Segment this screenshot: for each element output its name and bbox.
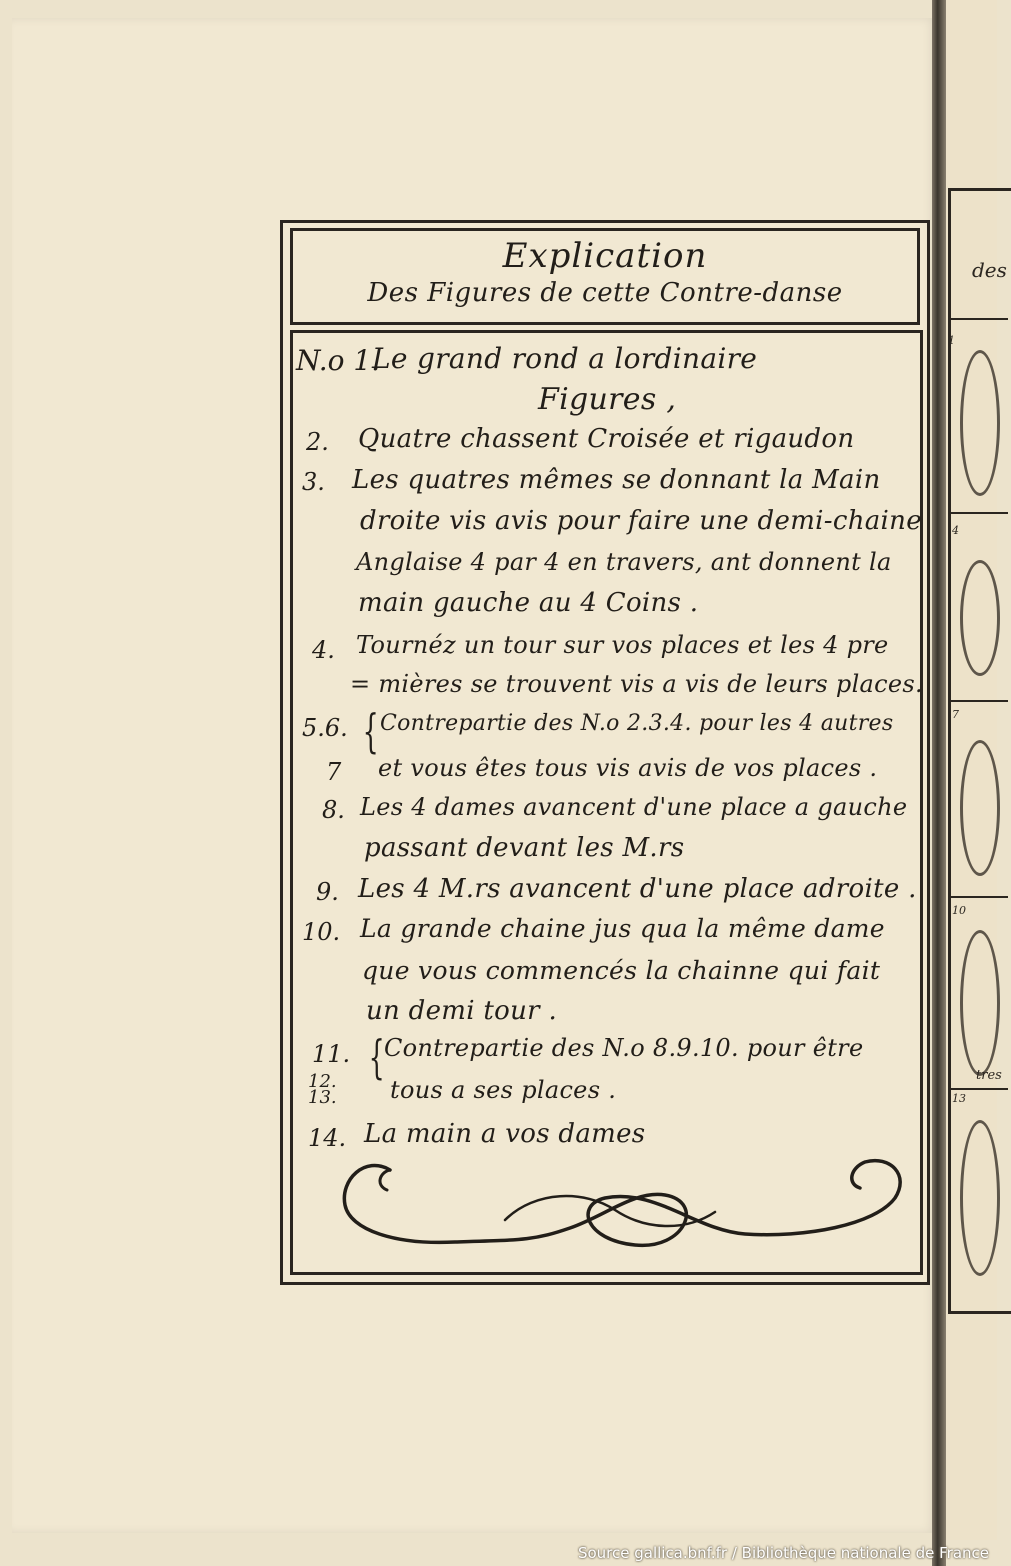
entry-line: un demi tour . — [366, 996, 558, 1026]
entry-number: 7 — [326, 758, 342, 786]
facing-figure-number: 13 — [952, 1092, 966, 1105]
facing-cell-divider — [948, 1088, 1008, 1090]
dance-figure-ornament — [960, 930, 1000, 1076]
facing-figure-number: 1 — [948, 334, 955, 347]
facing-figure-number: 4 — [952, 524, 959, 537]
dance-figure-ornament — [960, 350, 1000, 496]
facing-page-fragment — [946, 0, 1007, 1540]
entry-number: 10. — [302, 918, 341, 946]
entry-number: 11. — [312, 1040, 351, 1068]
entry-line: Les 4 M.rs avancent d'une place adroite . — [358, 874, 917, 904]
entry-line: Anglaise 4 par 4 en travers, ant donnent la — [356, 548, 892, 576]
page-subtitle: Des Figures de cette Contre-danse — [367, 278, 843, 308]
entry-line: passant devant les M.rs — [364, 833, 685, 863]
entry-line: Les quatres mêmes se donnant la Main — [352, 465, 881, 495]
entry-line: Tournéz un tour sur vos places et les 4 pre — [356, 631, 889, 659]
brace-mark: { — [362, 704, 379, 758]
entry-number: 9. — [316, 878, 339, 906]
calligraphic-flourish — [335, 1150, 910, 1260]
entry-line: La grande chaine jus qua la même dame — [360, 914, 885, 943]
source-credit: Source gallica.bnf.fr / Bibliothèque nationale de France — [577, 1544, 989, 1562]
entry-line: main gauche au 4 Coins . — [358, 588, 699, 618]
entry-number: 8. — [322, 796, 345, 824]
entry-number: 4. — [312, 636, 335, 664]
entry-line: Quatre chassent Croisée et rigaudon — [358, 424, 855, 454]
dance-figure-ornament — [960, 560, 1000, 676]
entry-line: = mières se trouvent vis a vis de leurs places. — [350, 670, 923, 698]
entry-line: et vous êtes tous vis avis de vos places . — [378, 754, 878, 782]
facing-figure-number: 10 — [952, 904, 966, 917]
entry-line: que vous commencés la chainne qui fait — [362, 956, 881, 985]
facing-page-label: des — [972, 258, 1007, 282]
entry-number: 12. 13. — [308, 1071, 337, 1108]
dance-figure-ornament — [960, 1120, 1000, 1276]
entry-line: droite vis avis pour faire une demi-chaine — [360, 506, 922, 536]
brace-mark: { — [368, 1030, 385, 1084]
entry-line: La main a vos dames — [364, 1119, 646, 1149]
entry-line: Contrepartie des N.o 2.3.4. pour les 4 autres — [380, 711, 894, 736]
entry-line: Le grand rond a lordinaire — [372, 342, 758, 375]
facing-side-word: tres — [976, 1068, 1002, 1083]
facing-cell-divider — [948, 318, 1008, 320]
entry-number: 2. — [306, 428, 329, 456]
entry-number: 14. — [308, 1124, 347, 1152]
entry-line: Contrepartie des N.o 8.9.10. pour être — [384, 1034, 864, 1062]
facing-figure-number: 7 — [952, 708, 959, 721]
entry-line: tous a ses places . — [390, 1076, 617, 1104]
entry-line: Les 4 dames avancent d'une place a gauche — [360, 793, 908, 821]
facing-cell-divider — [948, 700, 1008, 702]
entry-line: Figures , — [538, 382, 677, 417]
entry-number: N.o 1. — [296, 344, 381, 377]
page-title: Explication — [502, 236, 708, 276]
facing-cell-divider — [948, 896, 1008, 898]
entry-number: 3. — [302, 468, 325, 496]
entry-number: 5.6. — [302, 714, 348, 742]
dance-figure-ornament — [960, 740, 1000, 876]
facing-cell-divider — [948, 512, 1008, 514]
book-gutter — [932, 0, 946, 1566]
